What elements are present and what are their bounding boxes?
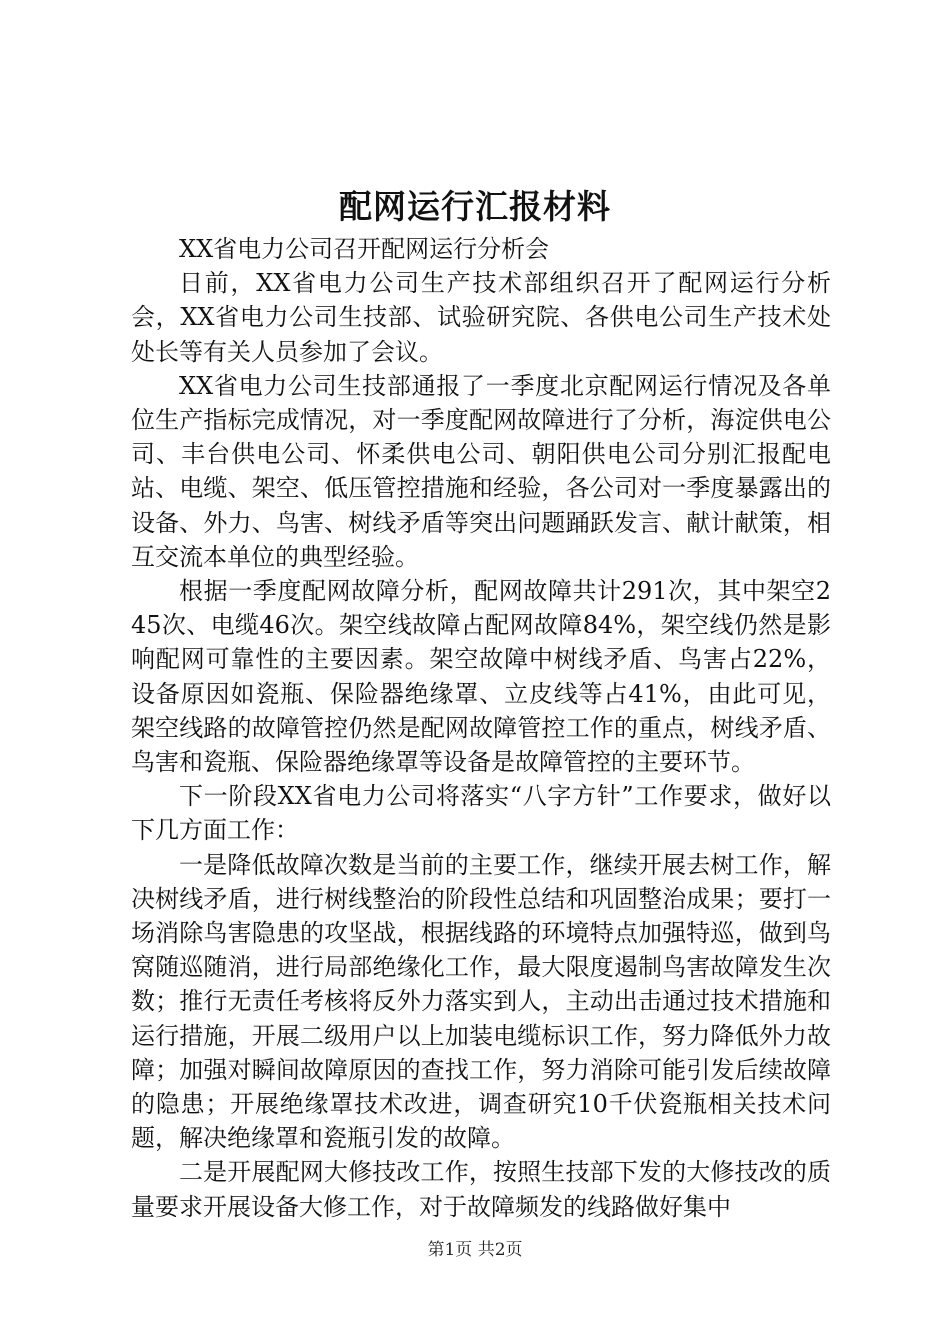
paragraph-4: 根据一季度配网故障分析，配网故障共计291次，其中架空245次、电缆46次。架空线故障占配网故障84%，架空线仍然是影响配网可靠性的主要因素。架空故障中树线矛盾、鸟害占22%，设备原因如瓷瓶、保险器绝缘罩、立皮线等占41%，由此可见，架空线路的故障管控仍然是配网故障管控工作的重点，树线矛盾、鸟害和瓷瓶、保险器绝缘罩等设备是故障管控的主要环节。 bbox=[131, 577, 831, 777]
paragraph-3: XX省电力公司生技部通报了一季度北京配网运行情况及各单位生产指标完成情况，对一季度配网故障进行了分析，海淀供电公司、丰台供电公司、怀柔供电公司、朝阳供电公司分别汇报配电站、电缆、架空、低压管控措施和经验，各公司对一季度暴露出的设备、外力、鸟害、树线矛盾等突出问题踊跃发言、献计献策，相互交流本单位的典型经验。 bbox=[131, 371, 831, 571]
paragraph-1: XX省电力公司召开配网运行分析会 bbox=[179, 235, 550, 263]
paragraph-5: 下一阶段XX省电力公司将落实“八字方针”工作要求，做好以下几方面工作： bbox=[131, 782, 831, 845]
paragraph-6: 一是降低故障次数是当前的主要工作，继续开展去树工作，解决树线矛盾，进行树线整治的阶段性总结和巩固整治成果；要打一场消除鸟害隐患的攻坚战，根据线路的环境特点加强特巡，做到鸟窝随巡随消，进行局部绝缘化工作，最大限度遏制鸟害故障发生次数；推行无责任考核将反外力落实到人，主动出击通过技术措施和运行措施，开展二级用户以上加装电缆标识工作，努力降低外力故障；加强对瞬间故障原因的查找工作，努力消除可能引发后续故障的隐患；开展绝缘罩技术改进，调查研究10千伏瓷瓶相关技术问题，解决绝缘罩和瓷瓶引发的故障。 bbox=[131, 850, 831, 1153]
document-body bbox=[131, 232, 831, 1224]
document-title: 配网运行汇报材料 bbox=[339, 187, 611, 226]
page-footer: 第1页 共2页 bbox=[427, 1240, 523, 1260]
paragraph-7: 二是开展配网大修技改工作，按照生技部下发的大修技改的质量要求开展设备大修工作，对于故障频发的线路做好集中 bbox=[131, 1158, 831, 1221]
paragraph-2: 日前，XX省电力公司生产技术部组织召开了配网运行分析会，XX省电力公司生技部、试验研究院、各供电公司生产技术处处长等有关人员参加了会议。 bbox=[131, 269, 831, 366]
